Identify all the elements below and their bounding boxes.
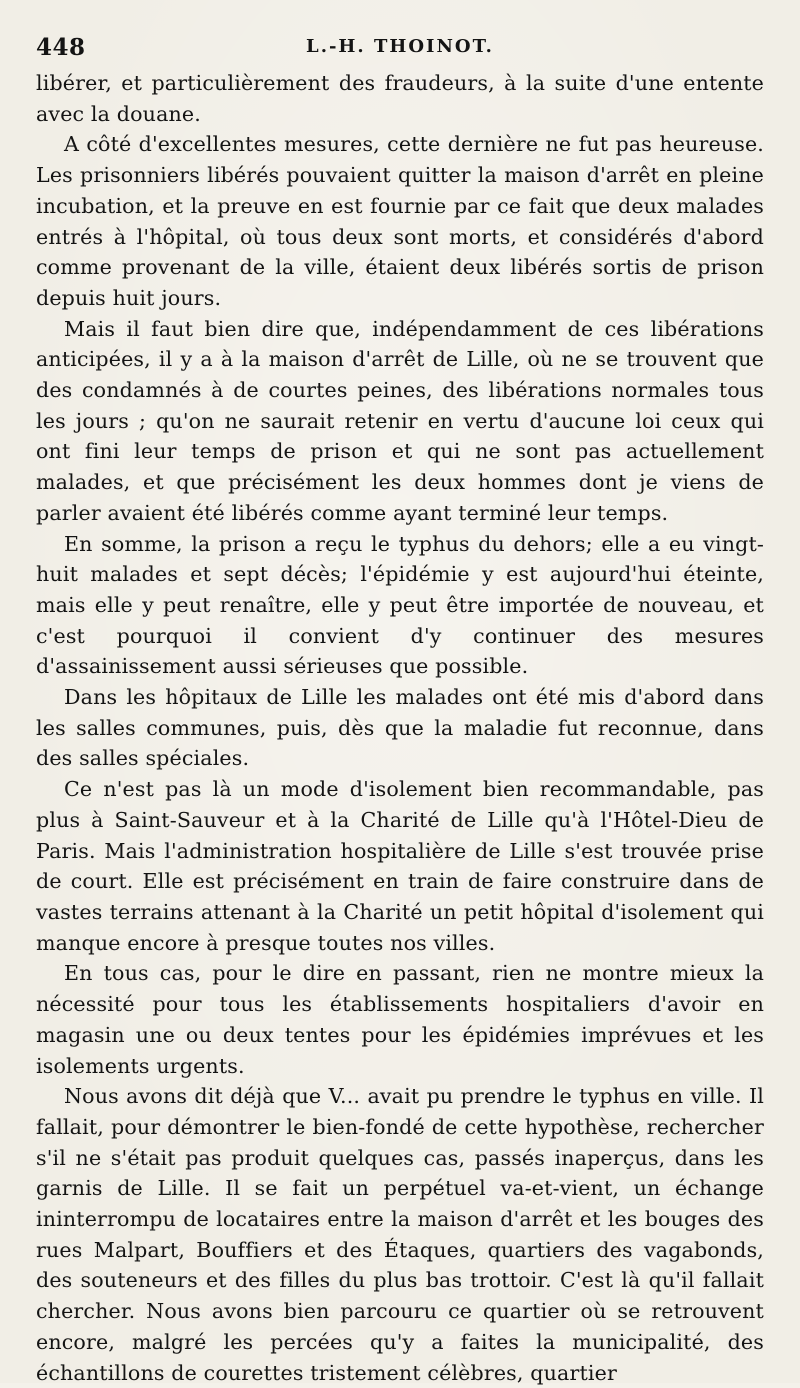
page-header: [36, 30, 764, 68]
paragraph: Nous avons dit déjà que V... avait pu prendre le typhus en ville. Il fallait, pour démontrer le bien-fondé de cette hypothèse, rechercher s'il ne s'était pas produit quelques cas, passés inaperçus, dans les garnis de Lille. Il se fait un perpétuel va-et-vient, un échange ininterrompu de locataires entre la maison d'arrêt et les bouges des rues Malpart, Bouffiers et des Étaques, quartiers des vagabonds, des souteneurs et des filles du plus bas trottoir. C'est là qu'il fallait chercher. Nous avons bien parcouru ce quartier où se retrouvent encore, malgré les percées qu'y a faites la municipalité, des échantillons de courettes tristement célèbres, quartier: [36, 1084, 764, 1385]
paragraph: A côté d'excellentes mesures, cette dernière ne fut pas heureuse. Les prisonniers libérés pouvaient quitter la maison d'arrêt en pleine incubation, et la preuve en est fournie par ce fait que deux malades entrés à l'hôpital, où tous deux sont morts, et considérés d'abord comme provenant de la ville, étaient deux libérés sortis de prison depuis huit jours.: [36, 132, 764, 310]
paragraph: En tous cas, pour le dire en passant, rien ne montre mieux la nécessité pour tous les établissements hospitaliers d'avoir en magasin une ou deux tentes pour les épidémies imprévues et les isolements urgents.: [36, 961, 764, 1078]
paragraph: Ce n'est pas là un mode d'isolement bien recommandable, pas plus à Saint-Sauveur et à la Charité de Lille qu'à l'Hôtel-Dieu de Paris. Mais l'administration hospitalière de Lille s'est trouvée prise de court. Elle est précisément en train de faire construire dans de vastes terrains attenant à la Charité un petit hôpital d'isolement qui manque encore à presque toutes nos villes.: [36, 777, 764, 955]
paragraph: Dans les hôpitaux de Lille les malades ont été mis d'abord dans les salles communes, puis, dès que la maladie fut reconnue, dans des salles spéciales.: [36, 685, 764, 771]
page-number: 448: [36, 34, 86, 61]
paragraph: Mais il faut bien dire que, indépendamment de ces libérations anticipées, il y a à la maison d'arrêt de Lille, où ne se trouvent que des condamnés à de courtes peines, des libérations normales tous les jours ; qu'on ne saurait retenir en vertu d'aucune loi ceux qui ont fini leur temps de prison et qui ne sont pas actuellement malades, et que précisément les deux hommes dont je viens de parler avaient été libérés comme ayant terminé leur temps.: [36, 316, 764, 525]
running-title: L.-H. THOINOT.: [306, 36, 494, 57]
paragraph: libérer, et particulièrement des fraudeurs, à la suite d'une entente avec la douane.: [36, 71, 764, 126]
body-text: [36, 68, 764, 1388]
paragraph: En somme, la prison a reçu le typhus du dehors; elle a eu vingt-huit malades et sept décès; l'épidémie y est aujourd'hui éteinte, mais elle y peut renaître, elle y peut être importée de nouveau, et c'est pourquoi il convient d'y continuer des mesures d'assainissement aussi sérieuses que possible.: [36, 531, 764, 679]
